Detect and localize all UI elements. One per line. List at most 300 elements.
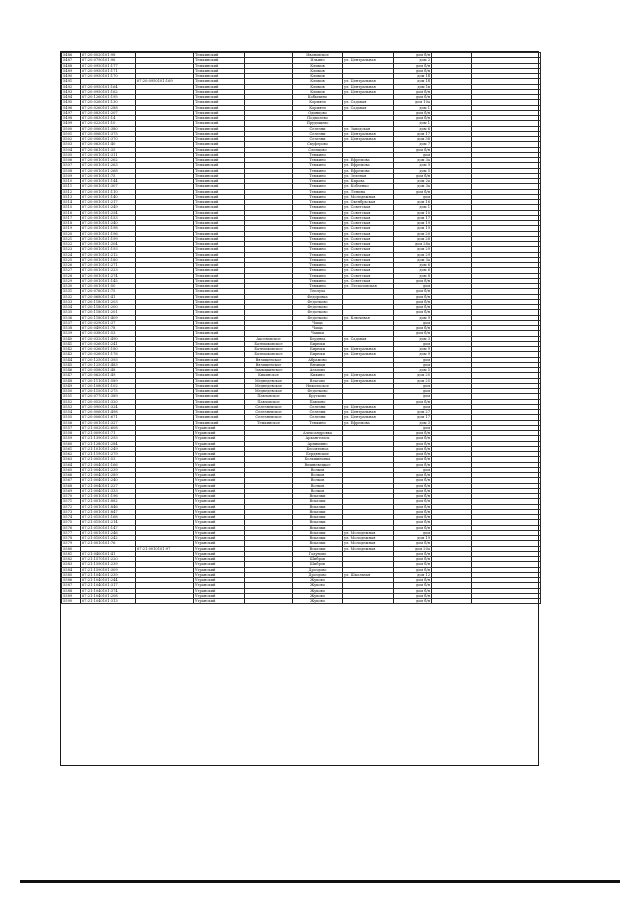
row-number-cell: 5590 bbox=[62, 599, 81, 604]
locality-cell: Агапово bbox=[293, 368, 343, 373]
district-cell: Темкинский bbox=[194, 268, 245, 273]
locality-cell: Вскачки bbox=[293, 530, 343, 535]
row-number-cell: 5577 bbox=[62, 530, 81, 535]
district-cell: Темкинский bbox=[194, 399, 245, 404]
locality-cell: Большиновка bbox=[293, 457, 343, 462]
district-cell: Угранский bbox=[194, 551, 245, 556]
cadastral-number-cell: 67:20:0010101:327 bbox=[81, 420, 136, 425]
district-cell: Угранский bbox=[194, 467, 245, 472]
street-cell: ул. Молодежная bbox=[343, 194, 394, 199]
street-cell: ул. Центральная bbox=[343, 131, 394, 136]
district-cell: Угранский bbox=[194, 504, 245, 509]
district-cell: Темкинский bbox=[194, 362, 245, 367]
street-cell: ул. Молодежная bbox=[343, 530, 394, 535]
locality-cell: Темкино bbox=[293, 278, 343, 283]
row-number-cell: 5578 bbox=[62, 536, 81, 541]
district-cell: Угранский bbox=[194, 473, 245, 478]
district-cell: Темкинский bbox=[194, 378, 245, 383]
locality-cell: Селезни bbox=[293, 404, 343, 409]
cadastral-number-cell: 67:21:0010101:846 bbox=[81, 504, 136, 509]
street-cell: ул. Ленина bbox=[343, 189, 394, 194]
house-cell: дом 3а bbox=[394, 257, 432, 262]
cadastral-number-cell: 67:21:0010101:882 bbox=[81, 499, 136, 504]
street-cell: ул. Ключевая bbox=[343, 315, 394, 320]
house-cell: дом 3 bbox=[394, 336, 432, 341]
street-cell: ул. Советская bbox=[343, 263, 394, 268]
cadastral-number-cell: 67:20:0490101:78 bbox=[81, 326, 136, 331]
cadastral-number-cell: 67:21:0090101:71 bbox=[81, 431, 136, 436]
locality-cell: Кормяги bbox=[293, 100, 343, 105]
row-number-cell: 5584 bbox=[62, 567, 81, 572]
locality-cell: Годуново bbox=[293, 551, 343, 556]
row-number-cell: 5535 bbox=[62, 310, 81, 315]
cadastral-number-cell: 67:20:0950101:171 bbox=[81, 68, 136, 73]
cadastral-number-alt-cell: 67:21:0010101:97 bbox=[136, 546, 194, 551]
locality-cell: Ильино bbox=[293, 58, 343, 63]
row-number-cell: 5586 bbox=[62, 578, 81, 583]
cadastral-number-cell: 67:20:0010101:110 bbox=[81, 189, 136, 194]
house-cell: дом б/н bbox=[394, 116, 432, 121]
cadastral-number-cell: 67:20:0010101:311 bbox=[81, 152, 136, 157]
house-cell: дом 29 bbox=[394, 252, 432, 257]
district-cell: Темкинский bbox=[194, 121, 245, 126]
district-cell: Угранский bbox=[194, 478, 245, 483]
district-cell: Темкинский bbox=[194, 404, 245, 409]
row-number-cell: 5579 bbox=[62, 541, 81, 546]
house-cell: дом 20 bbox=[394, 231, 432, 236]
house-cell: дом 6 bbox=[394, 126, 432, 131]
cadastral-number-cell: 67:20:1250101:393 bbox=[81, 357, 136, 362]
cadastral-number-cell: 67:21:0150101:168 bbox=[81, 515, 136, 520]
locality-cell: Бердяеа bbox=[293, 336, 343, 341]
cadastral-number-cell: 67:20:0060101:380 bbox=[81, 126, 136, 131]
district-cell: Темкинский bbox=[194, 95, 245, 100]
locality-cell: Вскачки bbox=[293, 541, 343, 546]
locality-cell: Подполево bbox=[293, 116, 343, 121]
locality-cell: Темкино bbox=[293, 179, 343, 184]
row-number-cell: 5543 bbox=[62, 352, 81, 357]
house-cell: дом 6 bbox=[394, 268, 432, 273]
district-cell: Угранский bbox=[194, 494, 245, 499]
locality-cell: Темкино bbox=[293, 226, 343, 231]
cadastral-number-cell: 67:21:0020102:608 bbox=[81, 425, 136, 430]
district-cell: Темкинский bbox=[194, 252, 245, 257]
cadastral-number-cell: 67:20:0010101:254 bbox=[81, 210, 136, 215]
street-cell: ул. Лесхозовская bbox=[343, 284, 394, 289]
house-cell: дом б/н bbox=[394, 509, 432, 514]
locality-cell: Темкино bbox=[293, 152, 343, 157]
row-number-cell: 5550 bbox=[62, 389, 81, 394]
row-number-cell: 5515 bbox=[62, 205, 81, 210]
district-cell: Угранский bbox=[194, 436, 245, 441]
row-number-cell: 5506 bbox=[62, 158, 81, 163]
locality-cell: Федотково bbox=[293, 310, 343, 315]
district-cell: Темкинский bbox=[194, 289, 245, 294]
street-cell: ул. Центральная bbox=[343, 410, 394, 415]
cadastral-number-cell: 67:21:0040101:333 bbox=[81, 488, 136, 493]
locality-cell: Вскачки bbox=[293, 525, 343, 530]
row-number-cell: 5502 bbox=[62, 137, 81, 142]
district-cell: Темкинский bbox=[194, 341, 245, 346]
street-cell: ул. Советская bbox=[343, 257, 394, 262]
cadastral-number-cell: 67:20:0010101:193 bbox=[81, 247, 136, 252]
district-cell: Угранский bbox=[194, 520, 245, 525]
row-number-cell: 5501 bbox=[62, 131, 81, 136]
cadastral-number-cell: 67:20:1110101:589 bbox=[81, 378, 136, 383]
cadastral-number-cell: 67:21:0040101:227 bbox=[81, 483, 136, 488]
house-cell: дом 20 bbox=[394, 373, 432, 378]
locality-cell: Жуково bbox=[293, 583, 343, 588]
locality-cell: Кикино bbox=[293, 373, 343, 378]
house-cell: дом 19 bbox=[394, 536, 432, 541]
cadastral-number-cell: 67:20:0260101:130 bbox=[81, 100, 136, 105]
row-number-cell: 5564 bbox=[62, 462, 81, 467]
locality-cell: Бирюки bbox=[293, 352, 343, 357]
house-cell: дом 3а bbox=[394, 184, 432, 189]
house-cell: дом б/н bbox=[394, 583, 432, 588]
row-number-cell: 5568 bbox=[62, 483, 81, 488]
street-cell: ул. Центральная bbox=[343, 373, 394, 378]
district-cell: Угранский bbox=[194, 462, 245, 467]
house-cell: дом б/н bbox=[394, 483, 432, 488]
house-cell: дом 20а bbox=[394, 546, 432, 551]
locality-cell: Селезни bbox=[293, 137, 343, 142]
cadastral-number-cell: 67:20:0610101:35 bbox=[81, 147, 136, 152]
district-cell: Темкинский bbox=[194, 389, 245, 394]
street-cell: ул. Молодежная bbox=[343, 541, 394, 546]
row-number-cell: 5509 bbox=[62, 173, 81, 178]
district-cell: Темкинский bbox=[194, 310, 245, 315]
cadastral-number-cell: 67:20:1080101:102 bbox=[81, 383, 136, 388]
district-cell: Темкинский bbox=[194, 142, 245, 147]
locality-cell: Темкино bbox=[293, 158, 343, 163]
cadastral-number-cell: 67:20:0380101:53 bbox=[81, 331, 136, 336]
locality-cell: Климов bbox=[293, 79, 343, 84]
locality-cell: Чаща bbox=[293, 326, 343, 331]
district-cell: Угранский bbox=[194, 546, 245, 551]
cadastral-number-cell: 67:20:0520101:320 bbox=[81, 399, 136, 404]
row-number-cell: 5551 bbox=[62, 394, 81, 399]
house-cell: дом б/н bbox=[394, 504, 432, 509]
locality-cell: Темкино bbox=[293, 163, 343, 168]
cadastral-number-cell: 67:21:0010101:196 bbox=[81, 494, 136, 499]
row-number-cell: 5500 bbox=[62, 126, 81, 131]
house-cell: дом 9 bbox=[394, 315, 432, 320]
locality-cell: Павлово bbox=[293, 399, 343, 404]
row-number-cell: 5531 bbox=[62, 289, 81, 294]
row-number-cell: 5514 bbox=[62, 200, 81, 205]
locality-cell: Бирюки bbox=[293, 347, 343, 352]
settlement-cell: Темкинское bbox=[245, 420, 293, 425]
row-number-cell: 5562 bbox=[62, 452, 81, 457]
row-number-cell: 5503 bbox=[62, 142, 81, 147]
row-number-cell: 5495 bbox=[62, 100, 81, 105]
row-number-cell: 5537 bbox=[62, 320, 81, 325]
house-cell: дом 3а bbox=[394, 158, 432, 163]
row-number-cell: 5558 bbox=[62, 431, 81, 436]
row-number-cell: 5548 bbox=[62, 378, 81, 383]
district-cell: Угранский bbox=[194, 588, 245, 593]
street-cell: ул. Садовая bbox=[343, 100, 394, 105]
street-cell: ул. Садовая bbox=[343, 105, 394, 110]
settlement-cell: Павловское bbox=[245, 394, 293, 399]
district-cell: Угранский bbox=[194, 562, 245, 567]
row-number-cell: 5526 bbox=[62, 263, 81, 268]
street-cell: ул. Советская bbox=[343, 231, 394, 236]
cadastral-number-cell: 67:20:0010101:50 bbox=[81, 284, 136, 289]
row-number-cell: 5494 bbox=[62, 95, 81, 100]
house-cell: дом б/н bbox=[394, 478, 432, 483]
house-cell: дом б/н bbox=[394, 89, 432, 94]
locality-cell: Скуферово bbox=[293, 142, 343, 147]
street-cell: ул. Кирова bbox=[343, 179, 394, 184]
district-cell: Темкинский bbox=[194, 215, 245, 220]
house-cell: дом б/н bbox=[394, 599, 432, 604]
district-cell: Темкинский bbox=[194, 236, 245, 241]
street-cell: ул. Советская bbox=[343, 268, 394, 273]
district-cell: Угранский bbox=[194, 536, 245, 541]
house-cell: дом б/н bbox=[394, 289, 432, 294]
locality-cell: Темкино bbox=[293, 215, 343, 220]
house-cell: дом б/н bbox=[394, 441, 432, 446]
cadastral-number-cell: 67:20:0060101:498 bbox=[81, 410, 136, 415]
cadastral-number-cell: 67:20:0950101:170 bbox=[81, 74, 136, 79]
row-number-cell: 5571 bbox=[62, 499, 81, 504]
locality-cell: Темкино bbox=[293, 268, 343, 273]
locality-cell: Темкино bbox=[293, 273, 343, 278]
locality-cell: Климов bbox=[293, 63, 343, 68]
cadastral-number-cell: 67:20:0010101:223 bbox=[81, 268, 136, 273]
district-cell: Темкинский bbox=[194, 221, 245, 226]
settlement-cell: Медведевское bbox=[245, 383, 293, 388]
row-number-cell: 5519 bbox=[62, 226, 81, 231]
district-cell: Угранский bbox=[194, 515, 245, 520]
district-cell: Темкинский bbox=[194, 100, 245, 105]
table-row bbox=[62, 599, 541, 604]
row-number-cell: 5540 bbox=[62, 336, 81, 341]
district-cell: Темкинский bbox=[194, 179, 245, 184]
house-cell: дом 1в bbox=[394, 84, 432, 89]
row-number-cell: 5570 bbox=[62, 494, 81, 499]
row-number-cell: 5516 bbox=[62, 210, 81, 215]
locality-cell: Селезни bbox=[293, 410, 343, 415]
row-number-cell: 5563 bbox=[62, 457, 81, 462]
cadastral-number-cell: 67:20:0950101:162 bbox=[81, 89, 136, 94]
house-cell: дом б/н bbox=[394, 294, 432, 299]
district-cell: Темкинский bbox=[194, 131, 245, 136]
house-cell: дом 19 bbox=[394, 221, 432, 226]
row-number-cell: 5505 bbox=[62, 152, 81, 157]
house-cell: дом 38 bbox=[394, 137, 432, 142]
district-cell: Темкинский bbox=[194, 336, 245, 341]
street-cell: ул. Центральная bbox=[343, 89, 394, 94]
cadastral-number-alt-cell: 67:20:0950101:169 bbox=[136, 79, 194, 84]
settlement-cell: Батюшковское bbox=[245, 347, 293, 352]
cadastral-number-cell: 67:21:1040101:239 bbox=[81, 572, 136, 577]
street-cell: ул. Советская bbox=[343, 221, 394, 226]
house-cell: дом 9 bbox=[394, 347, 432, 352]
district-cell: Темкинский bbox=[194, 200, 245, 205]
locality-cell: Темкино bbox=[293, 247, 343, 252]
cadastral-number-cell: 67:20:0010101:263 bbox=[81, 163, 136, 168]
row-number-cell: 5498 bbox=[62, 116, 81, 121]
cadastral-number-cell: 67:20:0760101:75 bbox=[81, 289, 136, 294]
cell-extra-2-cell bbox=[472, 599, 541, 604]
house-cell: дом б/н bbox=[394, 488, 432, 493]
cadastral-number-cell: 67:20:0010101:212 bbox=[81, 252, 136, 257]
district-cell: Угранский bbox=[194, 593, 245, 598]
cadastral-number-cell: 67:20:0010101:198 bbox=[81, 226, 136, 231]
street-cell: ул. Центральная bbox=[343, 137, 394, 142]
house-cell: дом 16 bbox=[394, 200, 432, 205]
row-number-cell: 5576 bbox=[62, 525, 81, 530]
locality-cell: Темкино bbox=[293, 420, 343, 425]
district-cell: Угранский bbox=[194, 452, 245, 457]
district-cell: Темкинский bbox=[194, 347, 245, 352]
cadastral-number-cell: 67:21:0040101:166 bbox=[81, 462, 136, 467]
cadastral-number-cell: 67:21:1040101:374 bbox=[81, 588, 136, 593]
house-cell: дом б/н bbox=[394, 278, 432, 283]
house-cell: дом б/н bbox=[394, 457, 432, 462]
locality-cell: Вскачки bbox=[293, 499, 343, 504]
cadastral-number-cell: 67:20:0900101:324 bbox=[81, 404, 136, 409]
cadastral-number-cell: 67:20:0630101:40 bbox=[81, 142, 136, 147]
cadastral-number-cell: 67:20:0010101:140 bbox=[81, 194, 136, 199]
register-table-body bbox=[62, 53, 541, 604]
house-cell: дом б/н bbox=[394, 310, 432, 315]
row-number-cell: 5536 bbox=[62, 315, 81, 320]
street-cell: ул. Советская bbox=[343, 215, 394, 220]
cadastral-number-cell: 67:20:0260101:180 bbox=[81, 347, 136, 352]
house-cell: дом bbox=[394, 362, 432, 367]
district-cell: Темкинский bbox=[194, 278, 245, 283]
cadastral-number-alt-cell bbox=[136, 599, 194, 604]
district-cell: Темкинский bbox=[194, 79, 245, 84]
street-cell: ул. Центральная bbox=[343, 347, 394, 352]
locality-cell: Волков bbox=[293, 483, 343, 488]
row-number-cell: 5510 bbox=[62, 179, 81, 184]
locality-cell: Чашки bbox=[293, 331, 343, 336]
street-cell: ул. Советская bbox=[343, 242, 394, 247]
cadastral-number-cell: 67:20:0260101:176 bbox=[81, 352, 136, 357]
cadastral-number-cell: 67:20:0010101:307 bbox=[81, 184, 136, 189]
cadastral-number-cell: 67:20:1180101:200 bbox=[81, 305, 136, 310]
district-cell: Темкинский bbox=[194, 273, 245, 278]
house-cell: дом 25 bbox=[394, 378, 432, 383]
street-cell: ул. Центральная bbox=[343, 84, 394, 89]
house-cell: дом bbox=[394, 389, 432, 394]
district-cell: Темкинский bbox=[194, 394, 245, 399]
house-cell: дом 17 bbox=[394, 415, 432, 420]
street-cell: ул. Советская bbox=[343, 247, 394, 252]
district-cell: Угранский bbox=[194, 572, 245, 577]
street-cell: ул. Центральная bbox=[343, 378, 394, 383]
cadastral-number-cell: 67:21:1590101:239 bbox=[81, 562, 136, 567]
row-number-cell: 5572 bbox=[62, 504, 81, 509]
locality-cell: Шибров bbox=[293, 557, 343, 562]
house-cell: дом bbox=[394, 394, 432, 399]
cadastral-number-cell: 67:21:1590101:309 bbox=[81, 567, 136, 572]
district-cell: Угранский bbox=[194, 499, 245, 504]
street-cell: ул. Советская bbox=[343, 278, 394, 283]
cadastral-number-cell: 67:20:0010101:262 bbox=[81, 158, 136, 163]
district-cell: Темкинский bbox=[194, 68, 245, 73]
row-number-cell: 5555 bbox=[62, 415, 81, 420]
settlement-cell: Батюшковское bbox=[245, 352, 293, 357]
cadastral-number-cell: 67:20:0010101:274 bbox=[81, 273, 136, 278]
cadastral-number-cell: 67:20:0830101:14 bbox=[81, 116, 136, 121]
district-cell: Темкинский bbox=[194, 189, 245, 194]
street-cell: ул. Октябрьская bbox=[343, 200, 394, 205]
district-cell: Угранский bbox=[194, 488, 245, 493]
house-cell: дом б/н bbox=[394, 515, 432, 520]
house-cell: дом б/н bbox=[394, 53, 432, 58]
row-number-cell: 5489 bbox=[62, 68, 81, 73]
settlement-cell: Вязищенское bbox=[245, 357, 293, 362]
locality-cell: Теплуха bbox=[293, 289, 343, 294]
locality-cell: Жуково bbox=[293, 588, 343, 593]
street-cell: ул. Кобзенко bbox=[343, 184, 394, 189]
district-cell: Темкинский bbox=[194, 147, 245, 152]
district-cell: Темкинский bbox=[194, 368, 245, 373]
locality-cell: Темкино bbox=[293, 252, 343, 257]
district-cell: Угранский bbox=[194, 509, 245, 514]
row-number-cell: 5499 bbox=[62, 121, 81, 126]
district-cell: Темкинский bbox=[194, 184, 245, 189]
district-cell: Темкинский bbox=[194, 152, 245, 157]
street-cell: ул. Ефремова bbox=[343, 420, 394, 425]
locality-cell: Темкино bbox=[293, 168, 343, 173]
house-cell: дом 12 bbox=[394, 572, 432, 577]
locality-cell: Архангельск bbox=[293, 436, 343, 441]
cadastral-number-cell: 67:21:1010101:249 bbox=[81, 446, 136, 451]
cadastral-number-cell: 67:21:0100101:242 bbox=[81, 536, 136, 541]
cadastral-number-cell: 67:20:0010101:199 bbox=[81, 236, 136, 241]
cadastral-number-cell: 67:20:0320101:490 bbox=[81, 336, 136, 341]
locality-cell: Вскачки bbox=[293, 520, 343, 525]
row-number-cell: 5547 bbox=[62, 373, 81, 378]
cadastral-number-cell: 67:20:0060101:370 bbox=[81, 137, 136, 142]
locality-cell: Волков bbox=[293, 467, 343, 472]
settlement-cell: Кикинское bbox=[245, 373, 293, 378]
row-number-cell: 5549 bbox=[62, 383, 81, 388]
locality-cell: Темкино bbox=[293, 263, 343, 268]
house-cell: дом bbox=[394, 467, 432, 472]
row-number-cell: 5574 bbox=[62, 515, 81, 520]
house-cell: дом 6 bbox=[394, 263, 432, 268]
cadastral-number-cell: 67:21:1280101:284 bbox=[81, 441, 136, 446]
district-cell: Темкинский bbox=[194, 373, 245, 378]
street-cell: ул. Молодежная bbox=[343, 536, 394, 541]
house-cell: дом bbox=[394, 194, 432, 199]
locality-cell: Чаща bbox=[293, 320, 343, 325]
cadastral-number-cell: 67:20:0010101:240 bbox=[81, 221, 136, 226]
locality-cell: Бердянские bbox=[293, 452, 343, 457]
row-number-cell: 5513 bbox=[62, 194, 81, 199]
settlement-cell: Вязищенское bbox=[245, 362, 293, 367]
district-cell: Темкинский bbox=[194, 415, 245, 420]
street-cell: ул. Ефремова bbox=[343, 168, 394, 173]
register-page bbox=[60, 51, 539, 766]
row-number-cell: 5490 bbox=[62, 74, 81, 79]
row-number-cell: 5583 bbox=[62, 562, 81, 567]
district-cell: Темкинский bbox=[194, 320, 245, 325]
locality-cell: Жуково bbox=[293, 593, 343, 598]
cadastral-number-cell: 67:20:0770101:389 bbox=[81, 394, 136, 399]
locality-cell: Селезни bbox=[293, 126, 343, 131]
row-number-cell: 5493 bbox=[62, 89, 81, 94]
cadastral-number-cell: 67:21:1390101:293 bbox=[81, 436, 136, 441]
